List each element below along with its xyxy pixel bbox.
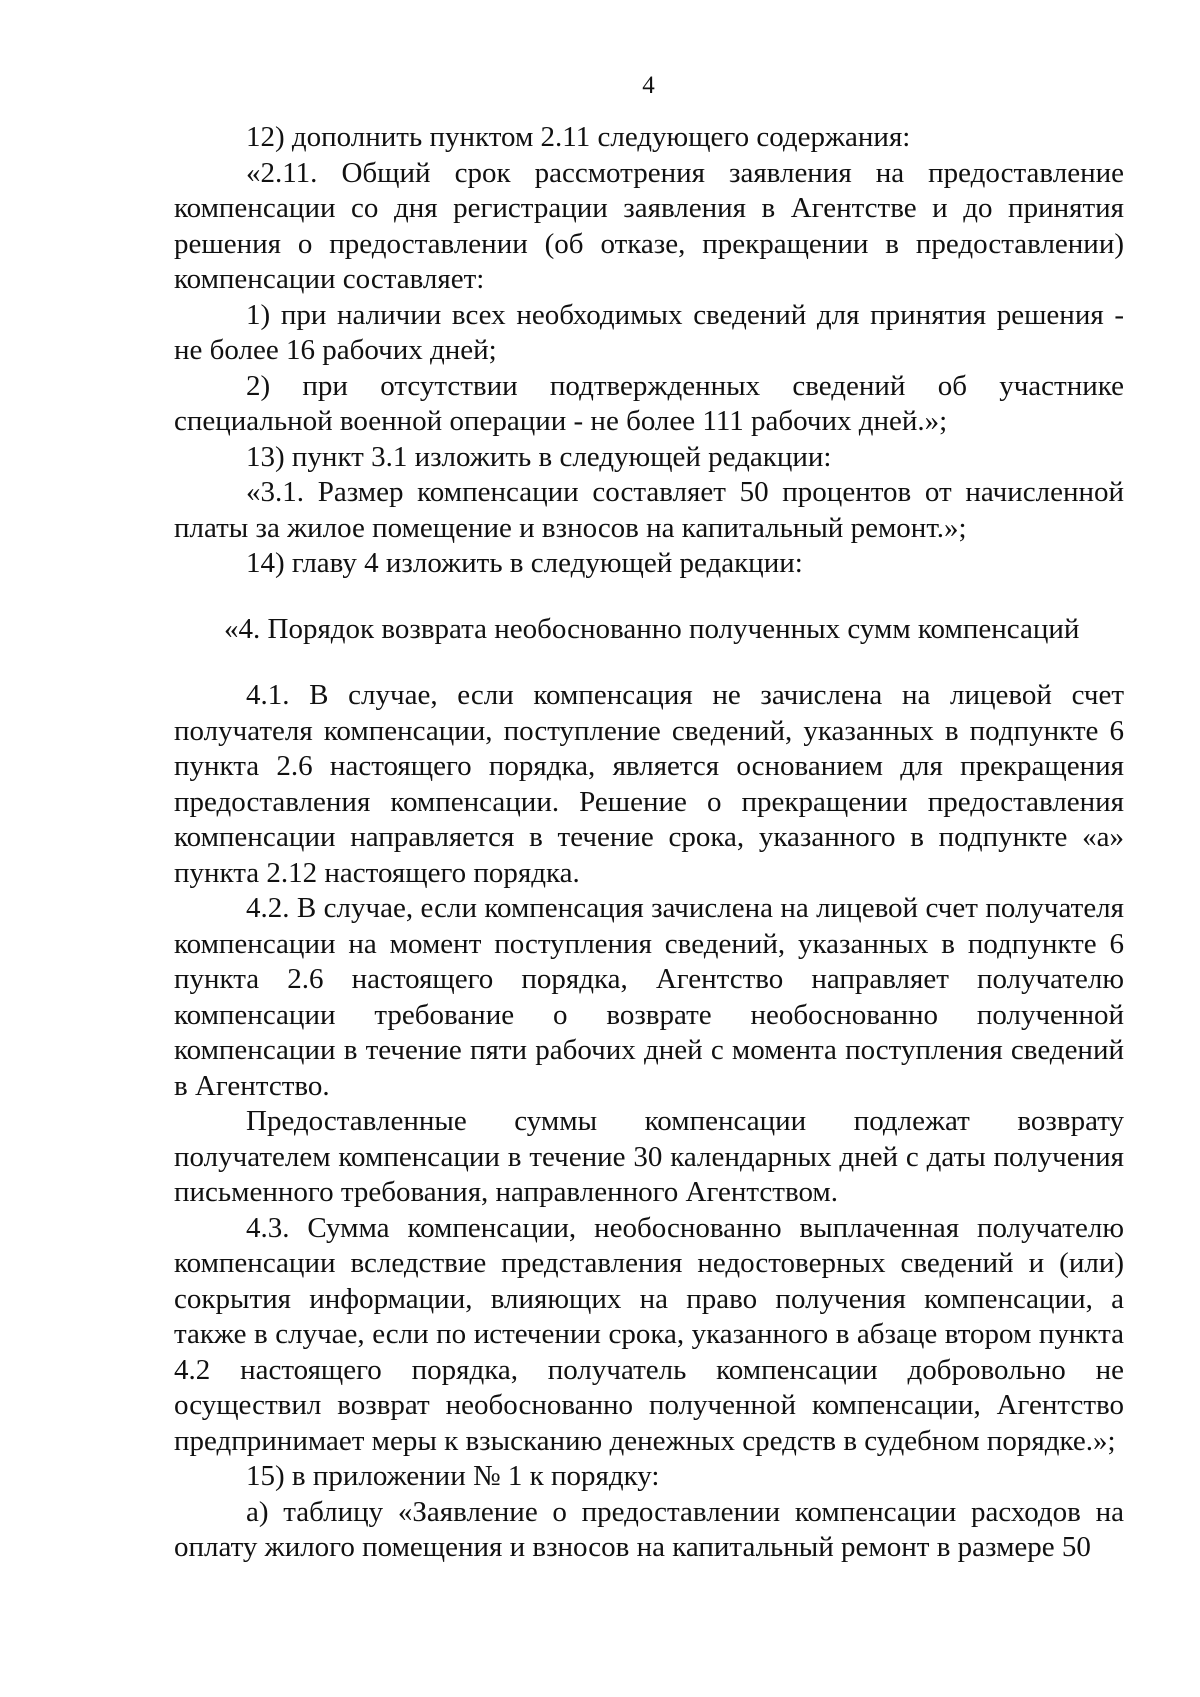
paragraph-clause-3-1: «3.1. Размер компенсации составляет 50 процентов от начисленной платы за жилое помещение и взносов на капитальный ремонт.»; [174, 476, 1124, 544]
paragraph-clause-4-1: 4.1. В случае, если компенсация не зачислена на лицевой счет получателя компенсации, поступление сведений, указанных в подпункте 6 пункта 2.6 настоящего порядка, является основанием для прекращения предоставления компенсации. Решение о прекращении предоставления компенсации направляется в течение срока, указанного в подпункте «а» пункта 2.12 настоящего порядка. [174, 679, 1124, 889]
paragraph-subitem-a: а) таблицу «Заявление о предоставлении компенсации расходов на оплату жилого помещения и взносов на капитальный ремонт в размере 50 [174, 1495, 1124, 1563]
paragraph-item-15: 15) в приложении № 1 к порядку: [246, 1460, 660, 1492]
section-heading: «4. Порядок возврата необоснованно полученных сумм компенсаций [224, 612, 1080, 645]
document-body [174, 120, 1124, 1566]
paragraph-item-13: 13) пункт 3.1 изложить в следующей редакции: [246, 440, 832, 473]
paragraph-subitem-1: 1) при наличии всех необходимых сведений для принятия решения - не более 16 рабочих дней; [174, 298, 1124, 366]
paragraph-clause-4-3: 4.3. Сумма компенсации, необоснованно выплаченная получателю компенсации вследствие представления недостоверных сведений и (или) сокрытия информации, влияющих на право получения компенсации, а также в случае, если по истечении срока, указанного в абзаце втором пункта 4.2 настоящего порядка, получатель компенсации добровольно не осуществил возврат необоснованно полученной компенсации, Агентство предпринимает меры к взысканию денежных средств в судебном порядке.»; [174, 1211, 1124, 1457]
paragraph-item-14: 14) главу 4 изложить в следующей редакции: [246, 547, 803, 579]
paragraph-clause-4-2-second: Предоставленные суммы компенсации подлежат возврату получателем компенсации в течение 30 календарных дней с даты получения письменного требования, направленного Агентством. [174, 1105, 1124, 1208]
paragraph-clause-4-2: 4.2. В случае, если компенсация зачислена на лицевой счет получателя компенсации на момент поступления сведений, указанных в подпункте 6 пункта 2.6 настоящего порядка, Агентство направляет получателю компенсации требование о возврате необоснованно полученной компенсации в течение пяти рабочих дней с момента поступления сведений в Агентство. [174, 892, 1124, 1102]
paragraph-subitem-2: 2) при отсутствии подтвержденных сведений об участнике специальной военной операции - не более 111 рабочих дней.»; [174, 369, 1124, 437]
paragraph-item-12: 12) дополнить пунктом 2.11 следующего содержания: [246, 121, 911, 153]
paragraph-clause-2-11: «2.11. Общий срок рассмотрения заявления на предоставление компенсации со дня регистрации заявления в Агентстве и до принятия решения о предоставлении (об отказе, прекращении в предоставлении) компенсации составляет: [174, 156, 1124, 295]
page-number: 4 [642, 72, 655, 99]
